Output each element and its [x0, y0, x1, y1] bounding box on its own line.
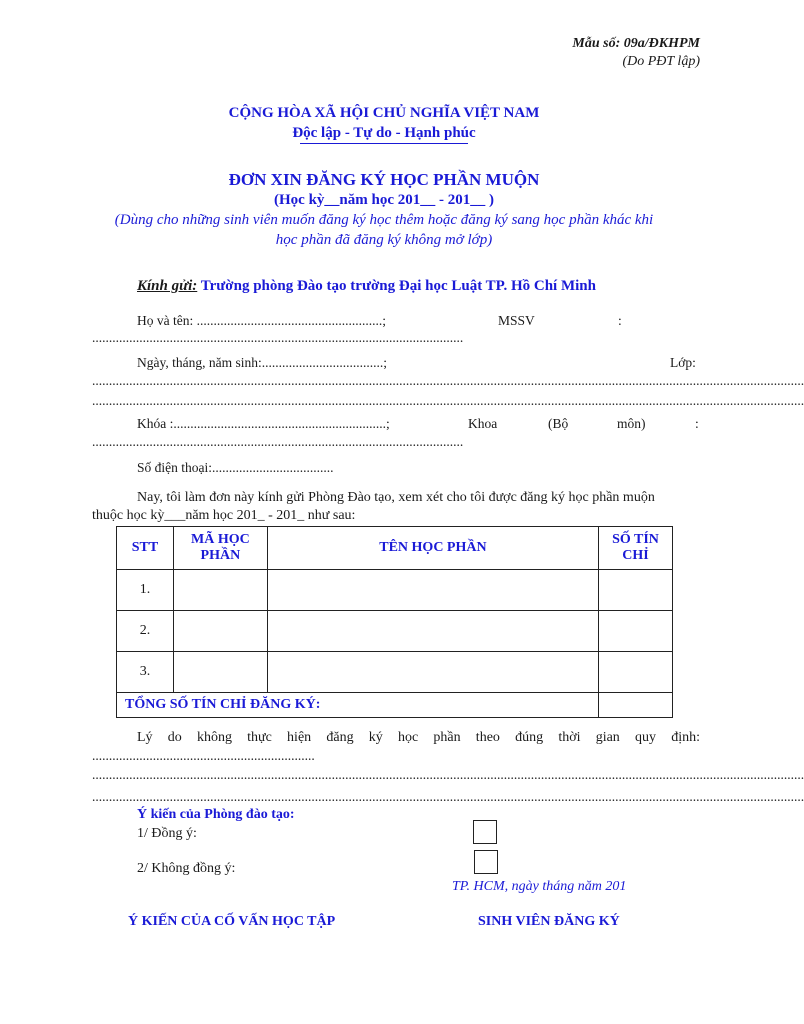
credits-cell[interactable]: [599, 652, 673, 693]
table-row: [117, 652, 673, 693]
request-line-1: Nay, tôi làm đơn này kính gửi Phòng Đào tạo, xem xét cho tôi được đăng ký học phần muộn: [137, 490, 655, 505]
total-label: TỔNG SỐ TÍN CHỈ ĐĂNG KÝ:: [117, 693, 599, 718]
addressee-recipient: Trường phòng Đào tạo trường Đại học Luật TP. Hồ Chí Minh: [200, 278, 596, 294]
reason-label: Lý do không thực hiện đăng ký học phần theo đúng thời gian quy định:: [137, 730, 700, 745]
country-heading: CỘNG HÒA XÃ HỘI CHỦ NGHĨA VIỆT NAM: [228, 105, 540, 121]
table-header-row: [117, 527, 673, 570]
prepared-by: (Do PĐT lập): [622, 54, 700, 69]
header-course-name: TÊN HỌC PHẦN: [267, 527, 598, 570]
reason-dots-line-1: ...................................................................................................................................................................................................................: [92, 767, 804, 782]
total-credits-cell[interactable]: [599, 693, 673, 718]
name-dots-line: ..............................................................................................................: [92, 330, 464, 345]
form-title: ĐƠN XIN ĐĂNG KÝ HỌC PHẦN MUỘN: [228, 170, 540, 189]
row-number: 2.: [117, 611, 174, 652]
addressee-label: Kính gửi:: [137, 278, 198, 294]
course-code-cell[interactable]: [173, 611, 267, 652]
motto-underline: [300, 143, 468, 144]
note-line-1: (Dùng cho những sinh viên muốn đăng ký học thêm hoặc đăng ký sang học phần khác khi: [114, 212, 654, 228]
disagree-checkbox[interactable]: [474, 850, 498, 874]
name-field: Họ và tên: .......................................................;: [137, 313, 386, 328]
agree-label: 1/ Đồng ý:: [137, 826, 197, 841]
reason-dots-line-2: ...................................................................................................................................................................................................................: [92, 789, 804, 804]
class-label: Lớp:: [670, 355, 696, 370]
dob-dots-line-2: ...................................................................................................................................................................................................................: [92, 393, 804, 408]
course-field: Khóa :...............................................................;: [137, 416, 390, 431]
dob-dots-line-1: ...................................................................................................................................................................................................................: [92, 373, 804, 388]
dept-colon: :: [695, 416, 699, 431]
course-dots-line: ..............................................................................................................: [92, 434, 464, 449]
total-row: [117, 693, 673, 718]
dept-label: (Bộ: [548, 416, 569, 431]
course-code-cell[interactable]: [173, 570, 267, 611]
request-line-2: thuộc học kỳ___năm học 201_ - 201_ như sau:: [92, 508, 356, 523]
course-name-cell[interactable]: [267, 652, 598, 693]
course-name-cell[interactable]: [267, 611, 598, 652]
dob-field: Ngày, tháng, năm sinh:....................................;: [137, 355, 387, 370]
table-row: [117, 570, 673, 611]
disagree-label: 2/ Không đồng ý:: [137, 861, 236, 876]
advisor-signature-label: Ý KIẾN CỦA CỐ VẤN HỌC TẬP: [128, 914, 336, 929]
mssv-colon: :: [618, 313, 622, 328]
header-course-code: MÃ HỌC PHẦN: [173, 527, 267, 570]
header-stt: STT: [117, 527, 174, 570]
row-number: 3.: [117, 652, 174, 693]
course-name-cell[interactable]: [267, 570, 598, 611]
registration-table: [116, 526, 673, 718]
dept-label-2: môn): [617, 416, 646, 431]
header-credits: SỐ TÍN CHỈ: [599, 527, 673, 570]
form-number: Mẫu số: 09a/ĐKHPM: [572, 36, 700, 51]
credits-cell[interactable]: [599, 611, 673, 652]
addressee: [137, 278, 596, 295]
mssv-label: MSSV: [498, 313, 535, 328]
student-signature-label: SINH VIÊN ĐĂNG KÝ: [478, 914, 620, 929]
table-row: [117, 611, 673, 652]
reason-dots-tail: ..................................................................: [92, 748, 315, 763]
faculty-label: Khoa: [468, 416, 498, 431]
place-date: TP. HCM, ngày tháng năm 201: [452, 879, 627, 894]
motto: Độc lập - Tự do - Hạnh phúc: [292, 125, 476, 141]
agree-checkbox[interactable]: [473, 820, 497, 844]
opinion-title: Ý kiến của Phòng đào tạo:: [137, 807, 295, 822]
phone-field: Số điện thoại:....................................: [137, 460, 334, 475]
row-number: 1.: [117, 570, 174, 611]
credits-cell[interactable]: [599, 570, 673, 611]
course-code-cell[interactable]: [173, 652, 267, 693]
note-line-2: học phần đã đăng ký không mở lớp): [275, 232, 493, 248]
semester-line: (Học kỳ__năm học 201__ - 201__ ): [274, 192, 494, 208]
